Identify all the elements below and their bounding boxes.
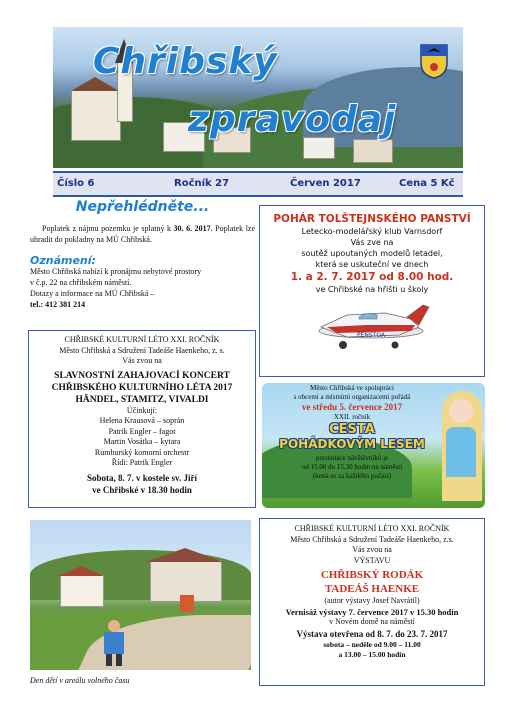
concert-organizers: Město Chřibská a Sdružení Tadeáše Haenkeho, z. s. — [59, 345, 225, 355]
pohar-title: POHÁR TOLŠTEJNSKÉHO PANSTVÍ — [273, 213, 471, 225]
issue-month: Červen 2017 — [290, 178, 361, 189]
volume: Ročník 27 — [174, 178, 230, 189]
pohar-desc-2: která se uskuteční ve dnech — [315, 260, 429, 269]
coat-of-arms-icon — [419, 43, 449, 79]
performer: Řídí: Patrik Engler — [111, 458, 173, 467]
pohar-desc: soutěž upoutaných modelů letadel, — [301, 249, 443, 258]
fee-notice: Poplatek z nájmu pozemku je splatný k 30. 6. 2017. Poplatek lze uhradit do pokladny na MÚ Chřibská. — [30, 224, 256, 244]
fee-due-date: 30. 6. 2017 — [173, 224, 211, 233]
children-day-photo — [30, 520, 251, 670]
photo-caption: Den dětí v areálu volného času — [30, 676, 130, 685]
cesta-title-2: POHÁDKOVÝM LESEM — [279, 437, 425, 451]
concert-title-2: CHŘIBSKÉHO KULTURNÍHO LÉTA 2017 — [51, 382, 233, 393]
announcement-line: Dotazy a informace na MÚ Chřibská – — [30, 289, 155, 298]
pohar-date: 1. a 2. 7. 2017 od 8.00 hod. — [290, 271, 454, 283]
announcement-line: Město Chřibská nabízí k pronájmu nebytové prostory — [30, 267, 202, 276]
cesta-box — [262, 383, 485, 508]
performer: Rumburský komorní orchestr — [94, 447, 190, 457]
cesta-text — [262, 384, 442, 481]
performer: Patrik Engler – fagot — [108, 426, 176, 436]
cesta-line-2: s obcemi a místními organizacemi pořádá — [293, 393, 411, 401]
masthead-title-line1: Chřibský — [93, 41, 278, 82]
vystava-hours-2: a 13.00 – 15.00 hodin — [338, 650, 406, 659]
concert-time: ve Chřibské v 18.30 hodin — [92, 484, 192, 495]
concert-box — [28, 330, 256, 508]
vystava-place: v Novém domě na náměstí — [329, 617, 415, 626]
vystava-label: VÝSTAVU — [353, 555, 391, 565]
performer: Martin Vosátka – kytara — [103, 437, 181, 446]
fee-notice-text: Poplatek z nájmu pozemku je splatný k — [42, 224, 171, 233]
concert-title-3: HÄNDEL, STAMITZ, VIVALDI — [75, 394, 209, 405]
pohar-invite: Vás zve na — [350, 238, 394, 247]
notice-heading: Nepřehlédněte... — [75, 199, 210, 215]
vystava-title-2: TADEÁŠ HAENKE — [324, 583, 420, 595]
vystava-title-1: CHŘIBSKÝ RODÁK — [320, 569, 424, 581]
cesta-date: ve středu 5. července 2017 — [301, 402, 403, 412]
vystava-series: CHŘIBSKÉ KULTURNÍ LÉTO XXI. ROČNÍK — [294, 524, 450, 533]
announcement-line: v č.p. 22 na chřibském náměstí. — [30, 278, 132, 287]
vystava-invite: Vás zvou na — [352, 545, 392, 554]
issue-number: Číslo 6 — [57, 178, 95, 189]
pohar-club: Letecko-modelářský klub Varnsdorf — [301, 227, 443, 236]
vystava-author: (autor výstavy Josef Navrátil) — [324, 596, 420, 605]
masthead-image — [53, 27, 463, 168]
concert-invite: Vás zvou na — [122, 356, 162, 365]
vystava-open-dates: Výstava otevřena od 8. 7. do 23. 7. 2017 — [296, 628, 448, 639]
cesta-weather-note: (koná se za každého počasí) — [312, 472, 392, 480]
announcement-phone: tel.: 412 381 214 — [30, 300, 86, 309]
cesta-registration: prezentace návštěvníků je — [315, 454, 389, 462]
concert-series: CHŘIBSKÉ KULTURNÍ LÉTO XXI. ROČNÍK — [64, 335, 220, 344]
pohar-box — [259, 205, 485, 377]
vystava-vernisage: Vernisáž výstavy 7. července 2017 v 15.30 hodin — [285, 606, 459, 617]
model-airplane-image — [307, 297, 437, 355]
announcement-heading: Oznámení: — [30, 254, 96, 267]
pohar-place: ve Chřibské na hřišti u školy — [315, 285, 429, 294]
performer: Helena Krausová – soprán — [99, 416, 185, 425]
cesta-title-1: CESTA — [329, 422, 375, 437]
performers-heading: Účinkují: — [126, 405, 158, 415]
cesta-line-1: Město Chřibská ve spolupráci — [310, 384, 394, 392]
announcement-body — [30, 266, 255, 310]
cesta-registration-time: od 15.00 do 15.30 hodin na náměstí — [301, 463, 403, 471]
plane-label: PENSTOA — [356, 332, 386, 339]
concert-title-1: SLAVNOSTNÍ ZAHAJOVACÍ KONCERT — [54, 370, 230, 381]
masthead-title-line2: zpravodaj — [188, 99, 397, 140]
vystava-box — [259, 518, 485, 686]
vystava-hours-1: sobota – neděle od 9.00 – 11.00 — [323, 639, 421, 649]
notice-section — [30, 199, 256, 310]
concert-when: Sobota, 8. 7. v kostele sv. Jiří — [86, 472, 197, 483]
cesta-rocnik: XXII. ročník — [333, 413, 371, 421]
fee-notice-rest: Poplatek lze uhradit do pokladny na MÚ Chřibská. — [30, 224, 256, 244]
vystava-organizers: Město Chřibská a Sdružení Tadeáše Haenkeho, z.s. — [290, 534, 454, 544]
issue-info-bar — [53, 171, 463, 197]
price: Cena 5 Kč — [399, 178, 455, 189]
